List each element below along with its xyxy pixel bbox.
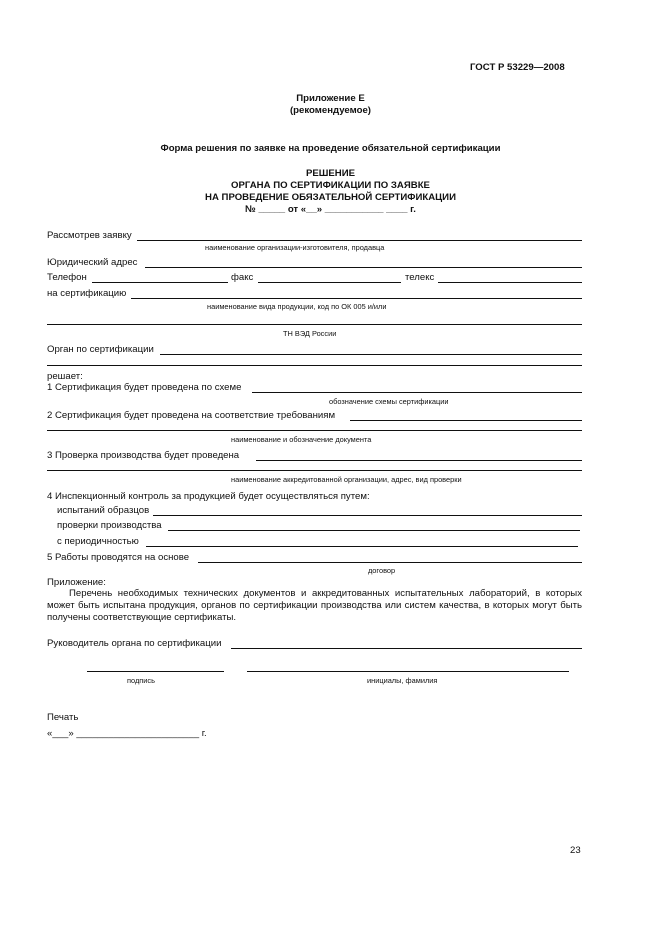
decision-subtitle-1: ОРГАНА ПО СЕРТИФИКАЦИИ ПО ЗАЯВКЕ	[231, 180, 430, 191]
attachment-label: Приложение:	[47, 577, 106, 588]
telex-field[interactable]	[438, 282, 582, 283]
decision-subtitle-2: НА ПРОВЕДЕНИЕ ОБЯЗАТЕЛЬНОЙ СЕРТИФИКАЦИИ	[205, 192, 456, 203]
decides-label: решает:	[47, 371, 83, 382]
product-field[interactable]	[131, 298, 582, 299]
telex-label: телекс	[405, 272, 435, 283]
appendix-title: Приложение Е	[296, 93, 365, 104]
production-check-field-line-2[interactable]	[47, 470, 582, 471]
scheme-field[interactable]	[252, 392, 582, 393]
legal-address-label: Юридический адрес	[47, 257, 138, 268]
head-label: Руководитель органа по сертификации	[47, 638, 222, 649]
legal-address-field[interactable]	[145, 267, 582, 268]
product-caption-2: ТН ВЭД России	[283, 329, 337, 338]
cert-body-field[interactable]	[160, 354, 582, 355]
stamp-date-line[interactable]: «___» _______________________ г.	[47, 728, 207, 739]
basis-caption: договор	[368, 566, 396, 575]
scheme-caption: обозначение схемы сертификации	[329, 397, 449, 406]
decision-title: РЕШЕНИЕ	[305, 168, 356, 179]
fax-label: факс	[231, 272, 254, 283]
item1-label: 1 Сертификация будет проведена по схеме	[47, 382, 242, 393]
item2-label: 2 Сертификация будет проведена на соответствие требованиям	[47, 410, 336, 421]
review-caption: наименование организации-изготовителя, продавца	[205, 243, 385, 252]
requirements-field[interactable]	[350, 420, 582, 421]
periodicity-field[interactable]	[146, 546, 578, 547]
item5-label: 5 Работы проводятся на основе	[47, 552, 190, 563]
attachment-text: Перечень необходимых технических документов и аккредитованных испытательных лабораторий, в которых может быть испытана продукция, органов по сертификации производства или систем качества, в которых могут быть получены соответствующие сертификаты.	[47, 588, 582, 623]
periodicity-label: с периодичностью	[57, 536, 139, 547]
signature-caption: подпись	[127, 676, 155, 685]
head-field[interactable]	[231, 648, 582, 649]
item3-label: 3 Проверка производства будет проведена	[47, 450, 240, 461]
requirements-field-line-2[interactable]	[47, 430, 582, 431]
appendix-status: (рекомендуемое)	[289, 105, 371, 116]
fax-field[interactable]	[258, 282, 401, 283]
name-caption: инициалы, фамилия	[367, 676, 438, 685]
form-heading: Форма решения по заявке на проведение обязательной сертификации	[160, 143, 501, 154]
production-label: проверки производства	[57, 520, 162, 531]
decision-number-line: № _____ от «__» ___________ ____ г.	[245, 204, 416, 215]
phone-label: Телефон	[47, 272, 87, 283]
phone-field[interactable]	[92, 282, 228, 283]
item4-label: 4 Инспекционный контроль за продукцией будет осуществляться путем:	[47, 491, 370, 502]
production-inspection-field[interactable]	[168, 530, 580, 531]
standard-number: ГОСТ Р 53229—2008	[470, 62, 565, 73]
page-number: 23	[570, 845, 581, 856]
name-field[interactable]	[247, 671, 569, 672]
product-caption: наименование вида продукции, код по ОК 005 и/или	[207, 302, 387, 311]
for-certification-label: на сертификацию	[47, 288, 127, 299]
review-field[interactable]	[137, 240, 582, 241]
production-check-field[interactable]	[256, 460, 582, 461]
stamp-label: Печать	[47, 712, 79, 723]
review-label: Рассмотрев заявку	[47, 230, 132, 241]
cert-body-label: Орган по сертификации	[47, 344, 154, 355]
basis-field[interactable]	[198, 562, 582, 563]
production-check-caption: наименование аккредитованной организации, адрес, вид проверки	[231, 475, 462, 484]
product-field-line-2[interactable]	[47, 324, 582, 325]
samples-label: испытаний образцов	[57, 505, 150, 516]
cert-body-field-line-2[interactable]	[47, 365, 582, 366]
requirements-caption: наименование и обозначение документа	[231, 435, 372, 444]
signature-field[interactable]	[87, 671, 224, 672]
samples-field[interactable]	[153, 515, 582, 516]
